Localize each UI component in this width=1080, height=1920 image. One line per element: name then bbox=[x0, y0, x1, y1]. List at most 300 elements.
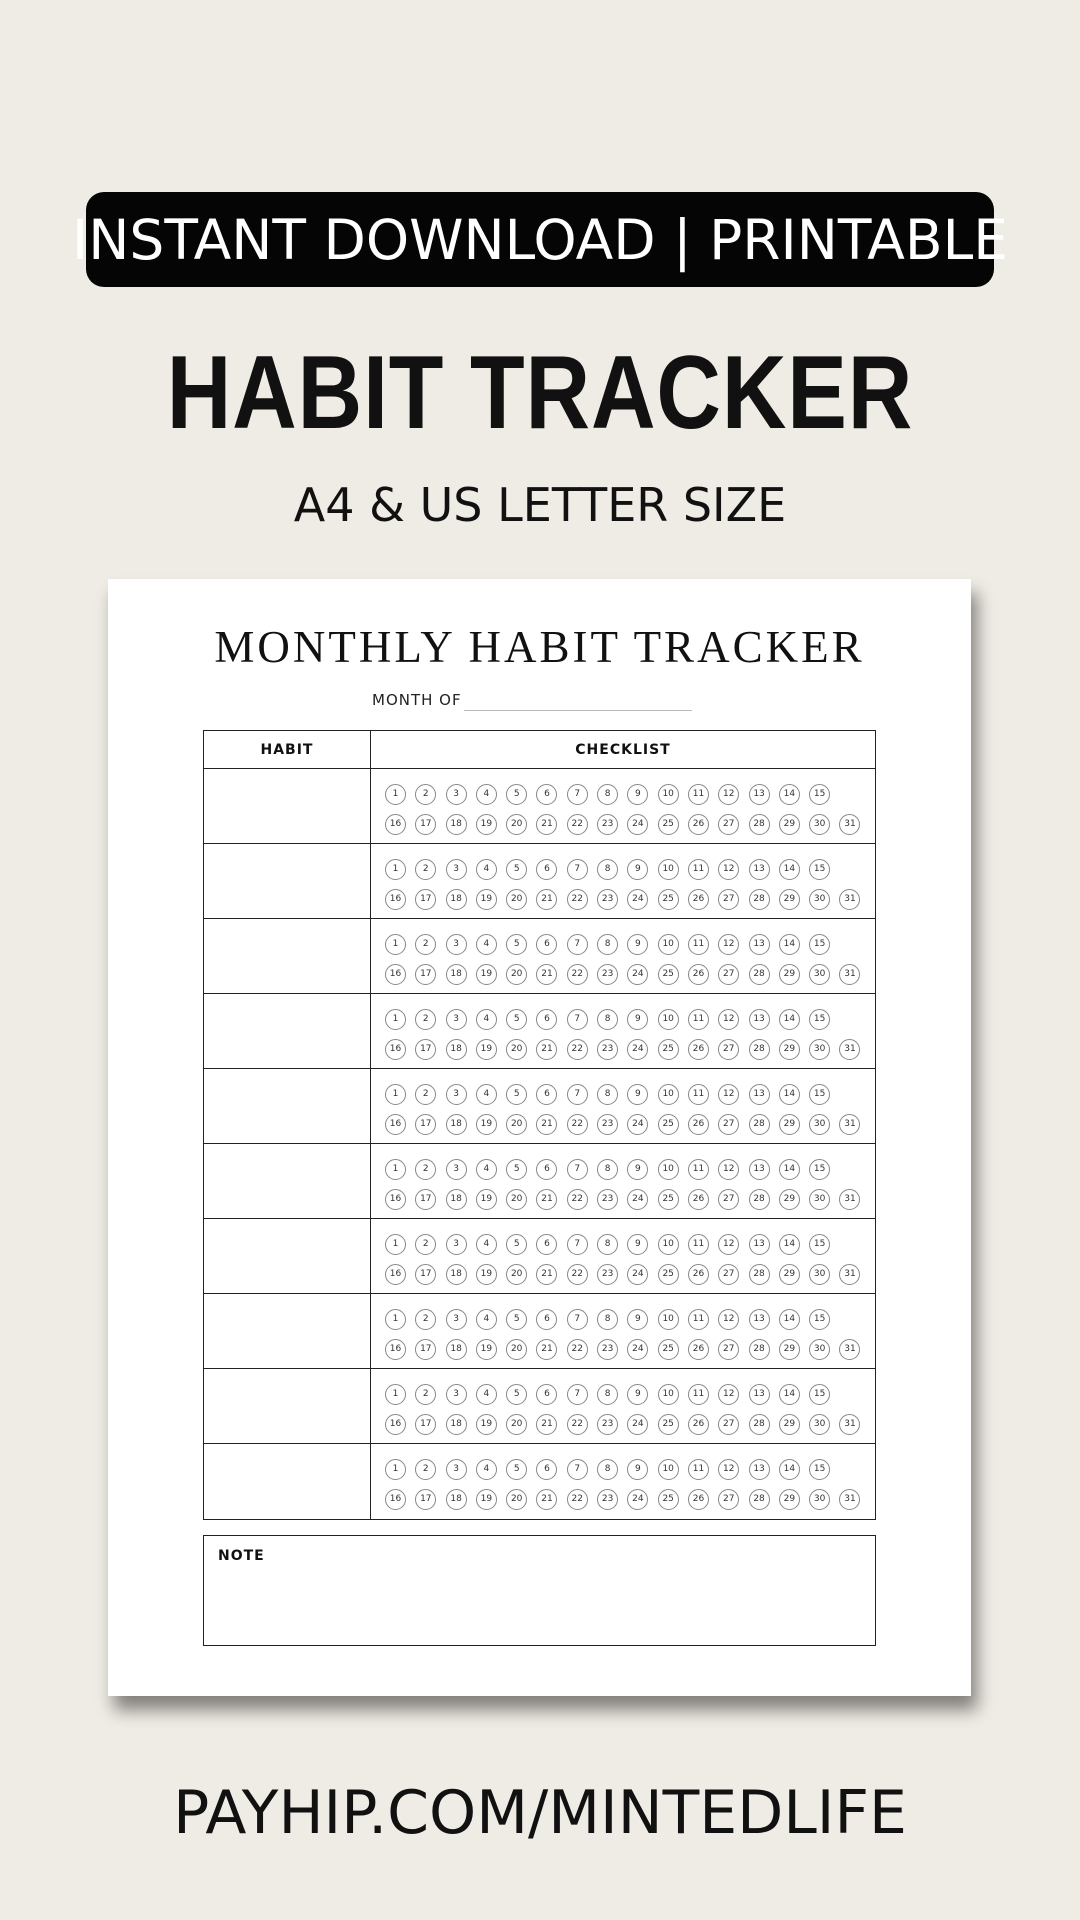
day-circle[interactable]: 24 bbox=[627, 814, 648, 835]
day-circle[interactable]: 25 bbox=[658, 1114, 679, 1135]
habit-name-cell[interactable] bbox=[204, 844, 371, 918]
day-circle[interactable]: 20 bbox=[506, 1189, 527, 1210]
day-circle[interactable]: 7 bbox=[567, 1084, 588, 1105]
day-circle[interactable]: 4 bbox=[476, 1309, 497, 1330]
day-circle[interactable]: 8 bbox=[597, 859, 618, 880]
day-circle[interactable]: 13 bbox=[749, 784, 770, 805]
day-circle[interactable]: 12 bbox=[718, 859, 739, 880]
day-circle[interactable]: 18 bbox=[446, 1039, 467, 1060]
day-circle[interactable]: 17 bbox=[415, 889, 436, 910]
day-circle[interactable]: 27 bbox=[718, 964, 739, 985]
day-circle[interactable]: 23 bbox=[597, 964, 618, 985]
day-circle[interactable]: 6 bbox=[536, 1309, 557, 1330]
day-circle[interactable]: 27 bbox=[718, 1039, 739, 1060]
day-circle[interactable]: 8 bbox=[597, 1159, 618, 1180]
day-circle[interactable]: 4 bbox=[476, 1459, 497, 1480]
day-circle[interactable]: 4 bbox=[476, 934, 497, 955]
day-circle[interactable]: 5 bbox=[506, 934, 527, 955]
day-circle[interactable]: 13 bbox=[749, 1234, 770, 1255]
day-circle[interactable]: 9 bbox=[627, 1234, 648, 1255]
day-circle[interactable]: 1 bbox=[385, 1084, 406, 1105]
habit-name-cell[interactable] bbox=[204, 1444, 371, 1519]
day-circle[interactable]: 6 bbox=[536, 934, 557, 955]
day-circle[interactable]: 17 bbox=[415, 1339, 436, 1360]
day-circle[interactable]: 23 bbox=[597, 1489, 618, 1510]
day-circle[interactable]: 31 bbox=[839, 1189, 860, 1210]
day-circle[interactable]: 1 bbox=[385, 784, 406, 805]
day-circle[interactable]: 3 bbox=[446, 1309, 467, 1330]
day-circle[interactable]: 16 bbox=[385, 889, 406, 910]
day-circle[interactable]: 29 bbox=[779, 964, 800, 985]
day-circle[interactable]: 17 bbox=[415, 1414, 436, 1435]
day-circle[interactable]: 29 bbox=[779, 1189, 800, 1210]
day-circle[interactable]: 25 bbox=[658, 1414, 679, 1435]
day-circle[interactable]: 25 bbox=[658, 1039, 679, 1060]
day-circle[interactable]: 15 bbox=[809, 1234, 830, 1255]
day-circle[interactable]: 6 bbox=[536, 784, 557, 805]
day-circle[interactable]: 5 bbox=[506, 1159, 527, 1180]
day-circle[interactable]: 25 bbox=[658, 814, 679, 835]
day-circle[interactable]: 7 bbox=[567, 1459, 588, 1480]
day-circle[interactable]: 12 bbox=[718, 1459, 739, 1480]
day-circle[interactable]: 2 bbox=[415, 1159, 436, 1180]
day-circle[interactable]: 7 bbox=[567, 1384, 588, 1405]
day-circle[interactable]: 24 bbox=[627, 1114, 648, 1135]
day-circle[interactable]: 5 bbox=[506, 1234, 527, 1255]
day-circle[interactable]: 16 bbox=[385, 1114, 406, 1135]
day-circle[interactable]: 16 bbox=[385, 1489, 406, 1510]
habit-name-cell[interactable] bbox=[204, 769, 371, 843]
day-circle[interactable]: 17 bbox=[415, 1264, 436, 1285]
day-circle[interactable]: 15 bbox=[809, 859, 830, 880]
day-circle[interactable]: 2 bbox=[415, 1309, 436, 1330]
day-circle[interactable]: 31 bbox=[839, 1114, 860, 1135]
day-circle[interactable]: 14 bbox=[779, 1234, 800, 1255]
day-circle[interactable]: 2 bbox=[415, 1084, 436, 1105]
day-circle[interactable]: 26 bbox=[688, 1114, 709, 1135]
day-circle[interactable]: 4 bbox=[476, 1009, 497, 1030]
day-circle[interactable]: 31 bbox=[839, 1039, 860, 1060]
day-circle[interactable]: 5 bbox=[506, 1009, 527, 1030]
day-circle[interactable]: 24 bbox=[627, 1489, 648, 1510]
day-circle[interactable]: 2 bbox=[415, 1384, 436, 1405]
day-circle[interactable]: 19 bbox=[476, 1339, 497, 1360]
day-circle[interactable]: 21 bbox=[536, 1339, 557, 1360]
day-circle[interactable]: 28 bbox=[749, 1489, 770, 1510]
day-circle[interactable]: 11 bbox=[688, 1234, 709, 1255]
day-circle[interactable]: 4 bbox=[476, 859, 497, 880]
day-circle[interactable]: 28 bbox=[749, 1264, 770, 1285]
day-circle[interactable]: 25 bbox=[658, 1489, 679, 1510]
day-circle[interactable]: 22 bbox=[567, 814, 588, 835]
day-circle[interactable]: 5 bbox=[506, 1084, 527, 1105]
day-circle[interactable]: 1 bbox=[385, 1459, 406, 1480]
day-circle[interactable]: 9 bbox=[627, 1309, 648, 1330]
day-circle[interactable]: 9 bbox=[627, 1084, 648, 1105]
day-circle[interactable]: 22 bbox=[567, 1189, 588, 1210]
day-circle[interactable]: 28 bbox=[749, 964, 770, 985]
day-circle[interactable]: 14 bbox=[779, 1309, 800, 1330]
day-circle[interactable]: 4 bbox=[476, 1084, 497, 1105]
day-circle[interactable]: 10 bbox=[658, 934, 679, 955]
day-circle[interactable]: 16 bbox=[385, 1264, 406, 1285]
day-circle[interactable]: 15 bbox=[809, 934, 830, 955]
day-circle[interactable]: 14 bbox=[779, 1384, 800, 1405]
day-circle[interactable]: 9 bbox=[627, 859, 648, 880]
day-circle[interactable]: 8 bbox=[597, 1384, 618, 1405]
day-circle[interactable]: 5 bbox=[506, 1384, 527, 1405]
day-circle[interactable]: 26 bbox=[688, 1489, 709, 1510]
day-circle[interactable]: 17 bbox=[415, 814, 436, 835]
day-circle[interactable]: 10 bbox=[658, 784, 679, 805]
day-circle[interactable]: 11 bbox=[688, 1309, 709, 1330]
day-circle[interactable]: 22 bbox=[567, 1339, 588, 1360]
day-circle[interactable]: 7 bbox=[567, 1309, 588, 1330]
day-circle[interactable]: 15 bbox=[809, 1384, 830, 1405]
habit-name-cell[interactable] bbox=[204, 1369, 371, 1443]
day-circle[interactable]: 30 bbox=[809, 1114, 830, 1135]
day-circle[interactable]: 17 bbox=[415, 964, 436, 985]
day-circle[interactable]: 14 bbox=[779, 784, 800, 805]
day-circle[interactable]: 2 bbox=[415, 784, 436, 805]
day-circle[interactable]: 4 bbox=[476, 1234, 497, 1255]
day-circle[interactable]: 3 bbox=[446, 1459, 467, 1480]
day-circle[interactable]: 29 bbox=[779, 814, 800, 835]
day-circle[interactable]: 6 bbox=[536, 859, 557, 880]
day-circle[interactable]: 27 bbox=[718, 1189, 739, 1210]
day-circle[interactable]: 21 bbox=[536, 1114, 557, 1135]
day-circle[interactable]: 11 bbox=[688, 1084, 709, 1105]
day-circle[interactable]: 22 bbox=[567, 1414, 588, 1435]
day-circle[interactable]: 8 bbox=[597, 1459, 618, 1480]
day-circle[interactable]: 4 bbox=[476, 1159, 497, 1180]
day-circle[interactable]: 22 bbox=[567, 889, 588, 910]
day-circle[interactable]: 1 bbox=[385, 1234, 406, 1255]
day-circle[interactable]: 30 bbox=[809, 1039, 830, 1060]
day-circle[interactable]: 26 bbox=[688, 1339, 709, 1360]
day-circle[interactable]: 1 bbox=[385, 1009, 406, 1030]
day-circle[interactable]: 18 bbox=[446, 964, 467, 985]
day-circle[interactable]: 13 bbox=[749, 859, 770, 880]
day-circle[interactable]: 18 bbox=[446, 889, 467, 910]
day-circle[interactable]: 8 bbox=[597, 1009, 618, 1030]
day-circle[interactable]: 20 bbox=[506, 1114, 527, 1135]
day-circle[interactable]: 3 bbox=[446, 1159, 467, 1180]
day-circle[interactable]: 31 bbox=[839, 889, 860, 910]
day-circle[interactable]: 19 bbox=[476, 889, 497, 910]
day-circle[interactable]: 3 bbox=[446, 1384, 467, 1405]
day-circle[interactable]: 13 bbox=[749, 1309, 770, 1330]
day-circle[interactable]: 30 bbox=[809, 814, 830, 835]
day-circle[interactable]: 21 bbox=[536, 1039, 557, 1060]
day-circle[interactable]: 13 bbox=[749, 1084, 770, 1105]
day-circle[interactable]: 27 bbox=[718, 1114, 739, 1135]
day-circle[interactable]: 3 bbox=[446, 1009, 467, 1030]
day-circle[interactable]: 18 bbox=[446, 1189, 467, 1210]
day-circle[interactable]: 13 bbox=[749, 1384, 770, 1405]
day-circle[interactable]: 5 bbox=[506, 859, 527, 880]
day-circle[interactable]: 10 bbox=[658, 1384, 679, 1405]
day-circle[interactable]: 23 bbox=[597, 814, 618, 835]
day-circle[interactable]: 27 bbox=[718, 1339, 739, 1360]
day-circle[interactable]: 7 bbox=[567, 784, 588, 805]
day-circle[interactable]: 24 bbox=[627, 1039, 648, 1060]
day-circle[interactable]: 29 bbox=[779, 1039, 800, 1060]
habit-name-cell[interactable] bbox=[204, 1219, 371, 1293]
day-circle[interactable]: 23 bbox=[597, 1189, 618, 1210]
day-circle[interactable]: 25 bbox=[658, 1264, 679, 1285]
day-circle[interactable]: 11 bbox=[688, 859, 709, 880]
day-circle[interactable]: 6 bbox=[536, 1084, 557, 1105]
day-circle[interactable]: 20 bbox=[506, 889, 527, 910]
day-circle[interactable]: 22 bbox=[567, 1489, 588, 1510]
day-circle[interactable]: 6 bbox=[536, 1384, 557, 1405]
day-circle[interactable]: 2 bbox=[415, 1459, 436, 1480]
day-circle[interactable]: 27 bbox=[718, 814, 739, 835]
day-circle[interactable]: 9 bbox=[627, 784, 648, 805]
day-circle[interactable]: 8 bbox=[597, 1234, 618, 1255]
day-circle[interactable]: 23 bbox=[597, 1339, 618, 1360]
day-circle[interactable]: 29 bbox=[779, 1414, 800, 1435]
day-circle[interactable]: 19 bbox=[476, 1414, 497, 1435]
day-circle[interactable]: 21 bbox=[536, 889, 557, 910]
day-circle[interactable]: 10 bbox=[658, 1234, 679, 1255]
day-circle[interactable]: 24 bbox=[627, 1339, 648, 1360]
day-circle[interactable]: 2 bbox=[415, 1009, 436, 1030]
day-circle[interactable]: 5 bbox=[506, 784, 527, 805]
day-circle[interactable]: 30 bbox=[809, 1264, 830, 1285]
day-circle[interactable]: 10 bbox=[658, 1084, 679, 1105]
day-circle[interactable]: 13 bbox=[749, 934, 770, 955]
day-circle[interactable]: 20 bbox=[506, 814, 527, 835]
day-circle[interactable]: 11 bbox=[688, 1384, 709, 1405]
day-circle[interactable]: 10 bbox=[658, 1459, 679, 1480]
day-circle[interactable]: 31 bbox=[839, 964, 860, 985]
day-circle[interactable]: 10 bbox=[658, 859, 679, 880]
day-circle[interactable]: 8 bbox=[597, 1309, 618, 1330]
day-circle[interactable]: 16 bbox=[385, 814, 406, 835]
day-circle[interactable]: 30 bbox=[809, 889, 830, 910]
day-circle[interactable]: 20 bbox=[506, 1339, 527, 1360]
day-circle[interactable]: 21 bbox=[536, 1189, 557, 1210]
day-circle[interactable]: 18 bbox=[446, 814, 467, 835]
day-circle[interactable]: 29 bbox=[779, 1114, 800, 1135]
day-circle[interactable]: 12 bbox=[718, 1084, 739, 1105]
day-circle[interactable]: 28 bbox=[749, 1039, 770, 1060]
day-circle[interactable]: 18 bbox=[446, 1414, 467, 1435]
day-circle[interactable]: 25 bbox=[658, 889, 679, 910]
day-circle[interactable]: 26 bbox=[688, 1039, 709, 1060]
day-circle[interactable]: 15 bbox=[809, 1009, 830, 1030]
day-circle[interactable]: 29 bbox=[779, 889, 800, 910]
day-circle[interactable]: 16 bbox=[385, 1339, 406, 1360]
day-circle[interactable]: 1 bbox=[385, 859, 406, 880]
day-circle[interactable]: 19 bbox=[476, 814, 497, 835]
day-circle[interactable]: 7 bbox=[567, 1234, 588, 1255]
day-circle[interactable]: 17 bbox=[415, 1489, 436, 1510]
day-circle[interactable]: 23 bbox=[597, 1264, 618, 1285]
day-circle[interactable]: 20 bbox=[506, 1489, 527, 1510]
day-circle[interactable]: 10 bbox=[658, 1309, 679, 1330]
day-circle[interactable]: 3 bbox=[446, 859, 467, 880]
day-circle[interactable]: 14 bbox=[779, 859, 800, 880]
day-circle[interactable]: 24 bbox=[627, 964, 648, 985]
day-circle[interactable]: 4 bbox=[476, 784, 497, 805]
day-circle[interactable]: 12 bbox=[718, 1159, 739, 1180]
habit-name-cell[interactable] bbox=[204, 1294, 371, 1368]
habit-name-cell[interactable] bbox=[204, 1144, 371, 1218]
day-circle[interactable]: 7 bbox=[567, 934, 588, 955]
day-circle[interactable]: 8 bbox=[597, 1084, 618, 1105]
day-circle[interactable]: 27 bbox=[718, 889, 739, 910]
day-circle[interactable]: 3 bbox=[446, 934, 467, 955]
day-circle[interactable]: 24 bbox=[627, 889, 648, 910]
day-circle[interactable]: 15 bbox=[809, 1084, 830, 1105]
day-circle[interactable]: 4 bbox=[476, 1384, 497, 1405]
day-circle[interactable]: 6 bbox=[536, 1159, 557, 1180]
day-circle[interactable]: 5 bbox=[506, 1459, 527, 1480]
day-circle[interactable]: 16 bbox=[385, 964, 406, 985]
day-circle[interactable]: 19 bbox=[476, 1189, 497, 1210]
day-circle[interactable]: 9 bbox=[627, 1009, 648, 1030]
day-circle[interactable]: 30 bbox=[809, 964, 830, 985]
day-circle[interactable]: 1 bbox=[385, 1159, 406, 1180]
day-circle[interactable]: 17 bbox=[415, 1039, 436, 1060]
day-circle[interactable]: 7 bbox=[567, 859, 588, 880]
day-circle[interactable]: 16 bbox=[385, 1414, 406, 1435]
day-circle[interactable]: 26 bbox=[688, 964, 709, 985]
day-circle[interactable]: 14 bbox=[779, 934, 800, 955]
day-circle[interactable]: 15 bbox=[809, 1459, 830, 1480]
day-circle[interactable]: 31 bbox=[839, 1414, 860, 1435]
day-circle[interactable]: 14 bbox=[779, 1159, 800, 1180]
day-circle[interactable]: 28 bbox=[749, 814, 770, 835]
day-circle[interactable]: 6 bbox=[536, 1459, 557, 1480]
day-circle[interactable]: 12 bbox=[718, 1309, 739, 1330]
day-circle[interactable]: 28 bbox=[749, 1339, 770, 1360]
day-circle[interactable]: 13 bbox=[749, 1159, 770, 1180]
day-circle[interactable]: 11 bbox=[688, 934, 709, 955]
day-circle[interactable]: 26 bbox=[688, 1414, 709, 1435]
day-circle[interactable]: 5 bbox=[506, 1309, 527, 1330]
day-circle[interactable]: 12 bbox=[718, 1009, 739, 1030]
day-circle[interactable]: 28 bbox=[749, 1414, 770, 1435]
day-circle[interactable]: 23 bbox=[597, 889, 618, 910]
day-circle[interactable]: 26 bbox=[688, 814, 709, 835]
day-circle[interactable]: 8 bbox=[597, 934, 618, 955]
day-circle[interactable]: 20 bbox=[506, 1264, 527, 1285]
day-circle[interactable]: 21 bbox=[536, 1489, 557, 1510]
day-circle[interactable]: 15 bbox=[809, 784, 830, 805]
day-circle[interactable]: 1 bbox=[385, 1309, 406, 1330]
day-circle[interactable]: 17 bbox=[415, 1189, 436, 1210]
day-circle[interactable]: 10 bbox=[658, 1159, 679, 1180]
day-circle[interactable]: 8 bbox=[597, 784, 618, 805]
day-circle[interactable]: 28 bbox=[749, 889, 770, 910]
day-circle[interactable]: 12 bbox=[718, 1384, 739, 1405]
day-circle[interactable]: 26 bbox=[688, 1189, 709, 1210]
day-circle[interactable]: 31 bbox=[839, 1339, 860, 1360]
day-circle[interactable]: 27 bbox=[718, 1264, 739, 1285]
day-circle[interactable]: 19 bbox=[476, 1489, 497, 1510]
day-circle[interactable]: 28 bbox=[749, 1114, 770, 1135]
day-circle[interactable]: 20 bbox=[506, 1039, 527, 1060]
day-circle[interactable]: 15 bbox=[809, 1159, 830, 1180]
day-circle[interactable]: 30 bbox=[809, 1414, 830, 1435]
day-circle[interactable]: 19 bbox=[476, 964, 497, 985]
day-circle[interactable]: 14 bbox=[779, 1459, 800, 1480]
day-circle[interactable]: 29 bbox=[779, 1264, 800, 1285]
day-circle[interactable]: 1 bbox=[385, 1384, 406, 1405]
day-circle[interactable]: 14 bbox=[779, 1084, 800, 1105]
day-circle[interactable]: 3 bbox=[446, 784, 467, 805]
day-circle[interactable]: 30 bbox=[809, 1489, 830, 1510]
day-circle[interactable]: 24 bbox=[627, 1414, 648, 1435]
day-circle[interactable]: 31 bbox=[839, 1264, 860, 1285]
day-circle[interactable]: 16 bbox=[385, 1189, 406, 1210]
day-circle[interactable]: 28 bbox=[749, 1189, 770, 1210]
day-circle[interactable]: 31 bbox=[839, 1489, 860, 1510]
day-circle[interactable]: 3 bbox=[446, 1084, 467, 1105]
day-circle[interactable]: 26 bbox=[688, 889, 709, 910]
day-circle[interactable]: 7 bbox=[567, 1009, 588, 1030]
habit-name-cell[interactable] bbox=[204, 994, 371, 1068]
day-circle[interactable]: 25 bbox=[658, 1189, 679, 1210]
day-circle[interactable]: 16 bbox=[385, 1039, 406, 1060]
day-circle[interactable]: 18 bbox=[446, 1489, 467, 1510]
day-circle[interactable]: 11 bbox=[688, 1009, 709, 1030]
day-circle[interactable]: 19 bbox=[476, 1039, 497, 1060]
day-circle[interactable]: 23 bbox=[597, 1039, 618, 1060]
day-circle[interactable]: 7 bbox=[567, 1159, 588, 1180]
day-circle[interactable]: 21 bbox=[536, 964, 557, 985]
day-circle[interactable]: 22 bbox=[567, 1264, 588, 1285]
day-circle[interactable]: 6 bbox=[536, 1234, 557, 1255]
day-circle[interactable]: 23 bbox=[597, 1114, 618, 1135]
day-circle[interactable]: 20 bbox=[506, 1414, 527, 1435]
day-circle[interactable]: 12 bbox=[718, 934, 739, 955]
day-circle[interactable]: 21 bbox=[536, 1264, 557, 1285]
day-circle[interactable]: 19 bbox=[476, 1264, 497, 1285]
day-circle[interactable]: 9 bbox=[627, 1459, 648, 1480]
day-circle[interactable]: 24 bbox=[627, 1264, 648, 1285]
day-circle[interactable]: 11 bbox=[688, 1459, 709, 1480]
day-circle[interactable]: 29 bbox=[779, 1339, 800, 1360]
day-circle[interactable]: 14 bbox=[779, 1009, 800, 1030]
day-circle[interactable]: 13 bbox=[749, 1009, 770, 1030]
day-circle[interactable]: 9 bbox=[627, 1159, 648, 1180]
day-circle[interactable]: 18 bbox=[446, 1264, 467, 1285]
day-circle[interactable]: 12 bbox=[718, 1234, 739, 1255]
day-circle[interactable]: 9 bbox=[627, 1384, 648, 1405]
day-circle[interactable]: 22 bbox=[567, 964, 588, 985]
day-circle[interactable]: 24 bbox=[627, 1189, 648, 1210]
day-circle[interactable]: 22 bbox=[567, 1039, 588, 1060]
day-circle[interactable]: 12 bbox=[718, 784, 739, 805]
day-circle[interactable]: 1 bbox=[385, 934, 406, 955]
day-circle[interactable]: 3 bbox=[446, 1234, 467, 1255]
day-circle[interactable]: 2 bbox=[415, 934, 436, 955]
day-circle[interactable]: 17 bbox=[415, 1114, 436, 1135]
day-circle[interactable]: 10 bbox=[658, 1009, 679, 1030]
day-circle[interactable]: 27 bbox=[718, 1489, 739, 1510]
day-circle[interactable]: 15 bbox=[809, 1309, 830, 1330]
day-circle[interactable]: 11 bbox=[688, 784, 709, 805]
day-circle[interactable]: 9 bbox=[627, 934, 648, 955]
day-circle[interactable]: 21 bbox=[536, 814, 557, 835]
day-circle[interactable]: 29 bbox=[779, 1489, 800, 1510]
day-circle[interactable]: 18 bbox=[446, 1114, 467, 1135]
